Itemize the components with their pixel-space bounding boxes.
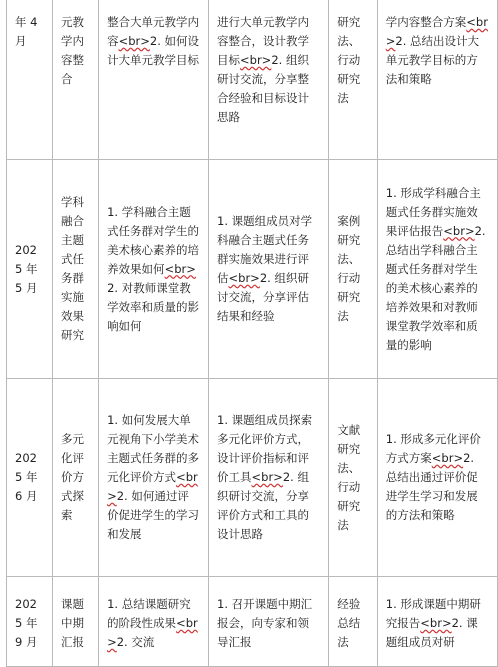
time-cell: 2025 年 6 月 xyxy=(7,379,53,577)
research-plan-table xyxy=(6,0,498,667)
activity-cell: 1. 课题组成员对学科融合主题式任务群实施效果进行评估<br>2. 组织研讨交流，分享评估结果和经验 xyxy=(209,160,329,379)
table-row xyxy=(7,160,498,379)
br-marker: <br> xyxy=(443,223,475,238)
br-marker: <br> xyxy=(107,616,198,649)
br-marker: <br> xyxy=(431,451,464,465)
activity-cell: 1. 课题组成员探索多元化评价方式，设计评价指标和评价工具<br>2. 组织研讨交流，分享评价方式和工具的设计思路 xyxy=(209,379,329,577)
question-cell: 1. 学科融合主题式任务群对学生的美术核心素养的培养效果如何<br>2. 对教师课堂教学效率和质量的影响如何 xyxy=(99,160,209,379)
question-cell: 1. 总结课题研究的阶段性成果<br>2. 交流 xyxy=(99,577,209,667)
question-cell: 整合大单元教学内容<br>2. 如何设计大单元教学目标 xyxy=(99,0,209,160)
table-row xyxy=(7,379,498,577)
result-cell: 1. 形成课题中期研究报告<br>2. 课题组成员对研 xyxy=(377,577,497,667)
topic-cell: 课题中期汇报 xyxy=(53,577,99,667)
table-row xyxy=(7,577,498,667)
br-marker: <br> xyxy=(228,271,260,285)
activity-cell: 进行大单元教学内容整合，设计教学目标<br>2. 组织研讨交流，分享整合经验和目标设计思路 xyxy=(209,0,329,160)
br-marker: <br> xyxy=(107,470,198,503)
time-cell: 年 4 月 xyxy=(7,0,53,160)
method-cell: 经验总结法 xyxy=(329,577,378,667)
time-cell: 2025 年 5 月 xyxy=(7,160,53,379)
br-marker: <br> xyxy=(251,470,283,484)
result-cell: 1. 形成多元化评价方式方案<br>2. 总结出通过评价促进学生学习和发展的方法和策略 xyxy=(377,379,497,577)
method-cell: 研究法、行动研究法 xyxy=(329,0,378,160)
topic-cell: 元教学内容整合 xyxy=(53,0,99,160)
result-cell: 1. 形成学科融合主题式任务群实施效果评估报告<br>2. 总结出学科融合主题式任务群对学生的美术核心素养的培养效果和对教师课堂教学效率和质量的影响 xyxy=(377,160,497,379)
method-cell: 案例研究法、行动研究法 xyxy=(329,160,378,379)
br-marker: <br> xyxy=(118,34,150,48)
table-row xyxy=(7,0,498,160)
activity-cell: 1. 召开课题中期汇报会，向专家和领导汇报 xyxy=(209,577,329,667)
method-cell: 文献研究法、行动研究法 xyxy=(329,379,378,577)
time-cell: 2025 年 9 月 xyxy=(7,577,53,667)
topic-cell: 多元化评价方式探索 xyxy=(53,379,99,577)
result-cell: 学内容整合方案<br>2. 总结出设计大单元教学目标的方法和策略 xyxy=(377,0,497,160)
br-marker: <br> xyxy=(420,616,452,630)
topic-cell: 学科融合主题式任务群实施效果研究 xyxy=(53,160,99,379)
br-marker: <br> xyxy=(164,261,196,276)
question-cell: 1. 如何发展大单元视角下小学美术主题式任务群的多元化评价方式<br>2. 如何通过评价促进学生的学习和发展 xyxy=(99,379,209,577)
br-marker: <br> xyxy=(385,15,488,48)
br-marker: <br> xyxy=(240,53,272,67)
